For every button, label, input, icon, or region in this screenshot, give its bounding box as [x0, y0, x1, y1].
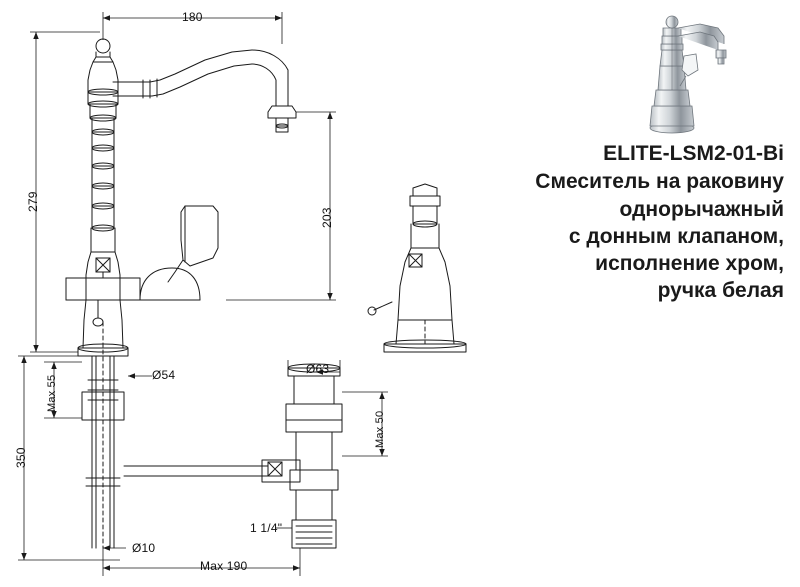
dim-total-height: 279 — [26, 191, 40, 212]
dim-base-diameter-faucet: Ø54 — [152, 368, 176, 382]
dim-thread-size: 1 1/4" — [250, 521, 283, 535]
product-description-line-3: с донным клапаном, — [568, 224, 784, 248]
dim-max-length: Max 190 — [200, 559, 248, 573]
dim-rod-diameter: Ø10 — [132, 541, 156, 555]
product-description-line-1: Смеситель на раковину — [535, 170, 784, 194]
product-code: ELITE-LSM2-01-Bi — [603, 142, 784, 165]
dim-spout-reach: 180 — [182, 10, 203, 24]
product-photo — [620, 6, 740, 136]
dim-base-diameter-waste: Ø63 — [306, 362, 330, 376]
dim-base-depth: 350 — [14, 447, 28, 468]
dim-spout-height: 203 — [320, 207, 334, 228]
product-title-block — [464, 140, 784, 305]
dim-max-thickness-faucet: Max 55 — [46, 374, 58, 412]
product-description-line-5: ручка белая — [657, 279, 784, 303]
product-description-line-4: исполнение хром, — [595, 252, 784, 276]
faucet-photo-icon — [620, 6, 740, 136]
product-description-line-2: однорычажный — [619, 197, 784, 221]
dim-max-thickness-waste: Max 50 — [374, 410, 386, 448]
